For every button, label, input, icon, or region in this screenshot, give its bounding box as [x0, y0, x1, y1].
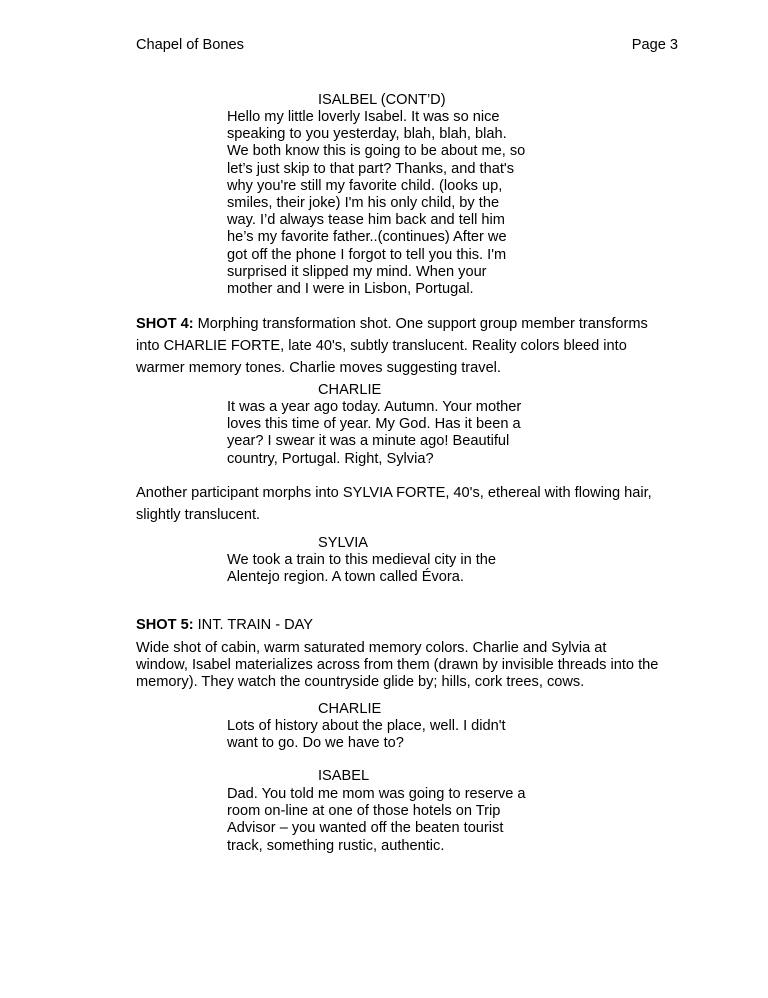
- character-name: SYLVIA: [318, 535, 369, 551]
- character-name: CHARLIE: [318, 382, 382, 398]
- dialogue: Lots of history about the place, well. I didn't want to go. Do we have to?: [227, 718, 506, 752]
- dialogue: Dad. You told me mom was going to reserve a room on-line at one of those hotels on Trip Advisor – you wanted off the beaten tourist track, something rustic, authentic.: [227, 786, 526, 854]
- shot-description: Morphing transformation shot. One support group member transforms into CHARLIE FORTE, late 40's, subtly translucent. Reality colors bleed into warmer memory tones. Charlie moves suggesting travel.: [136, 316, 648, 376]
- shot-5-heading: [136, 617, 696, 634]
- action-line: Another participant morphs into SYLVIA FORTE, 40's, ethereal with flowing hair, slightly translucent.: [136, 485, 652, 523]
- character-name: ISALBEL (CONT’D): [318, 92, 446, 108]
- scene-heading: INT. TRAIN - DAY: [193, 617, 314, 633]
- dialogue: It was a year ago today. Autumn. Your mother loves this time of year. My God. Has it been a year? I swear it was a minute ago! Beautiful country, Portugal. Right, Sylvia?: [227, 399, 522, 467]
- action-line: Wide shot of cabin, warm saturated memory colors. Charlie and Sylvia at window, Isabel materializes across from them (drawn by invisible threads into the memory). They watch the countryside glide by; hills, cork trees, cows.: [136, 640, 659, 691]
- dialogue: We took a train to this medieval city in the Alentejo region. A town called Évora.: [227, 552, 497, 586]
- shot-4-action: [136, 313, 696, 379]
- shot-label: SHOT 4:: [136, 316, 194, 332]
- dialogue: Hello my little loverly Isabel. It was so nice speaking to you yesterday, blah, blah, blah. We both know this is going to be about me, so let’s just skip to that part? Thanks, and that's why you're still my favorite child. (looks up, smiles, their joke) I'm his only child, by the way. I’d always tease him back and tell him he’s my favorite father..(continues) After we got off the phone I forgot to tell you this. I'm surprised it slipped my mind. When your mother and I were in Lisbon, Portugal.: [227, 109, 526, 298]
- character-name: ISABEL: [318, 768, 370, 784]
- page-number: Page 3: [631, 37, 678, 53]
- script-title: Chapel of Bones: [136, 37, 244, 53]
- character-name: CHARLIE: [318, 701, 382, 717]
- shot-label: SHOT 5:: [136, 617, 194, 633]
